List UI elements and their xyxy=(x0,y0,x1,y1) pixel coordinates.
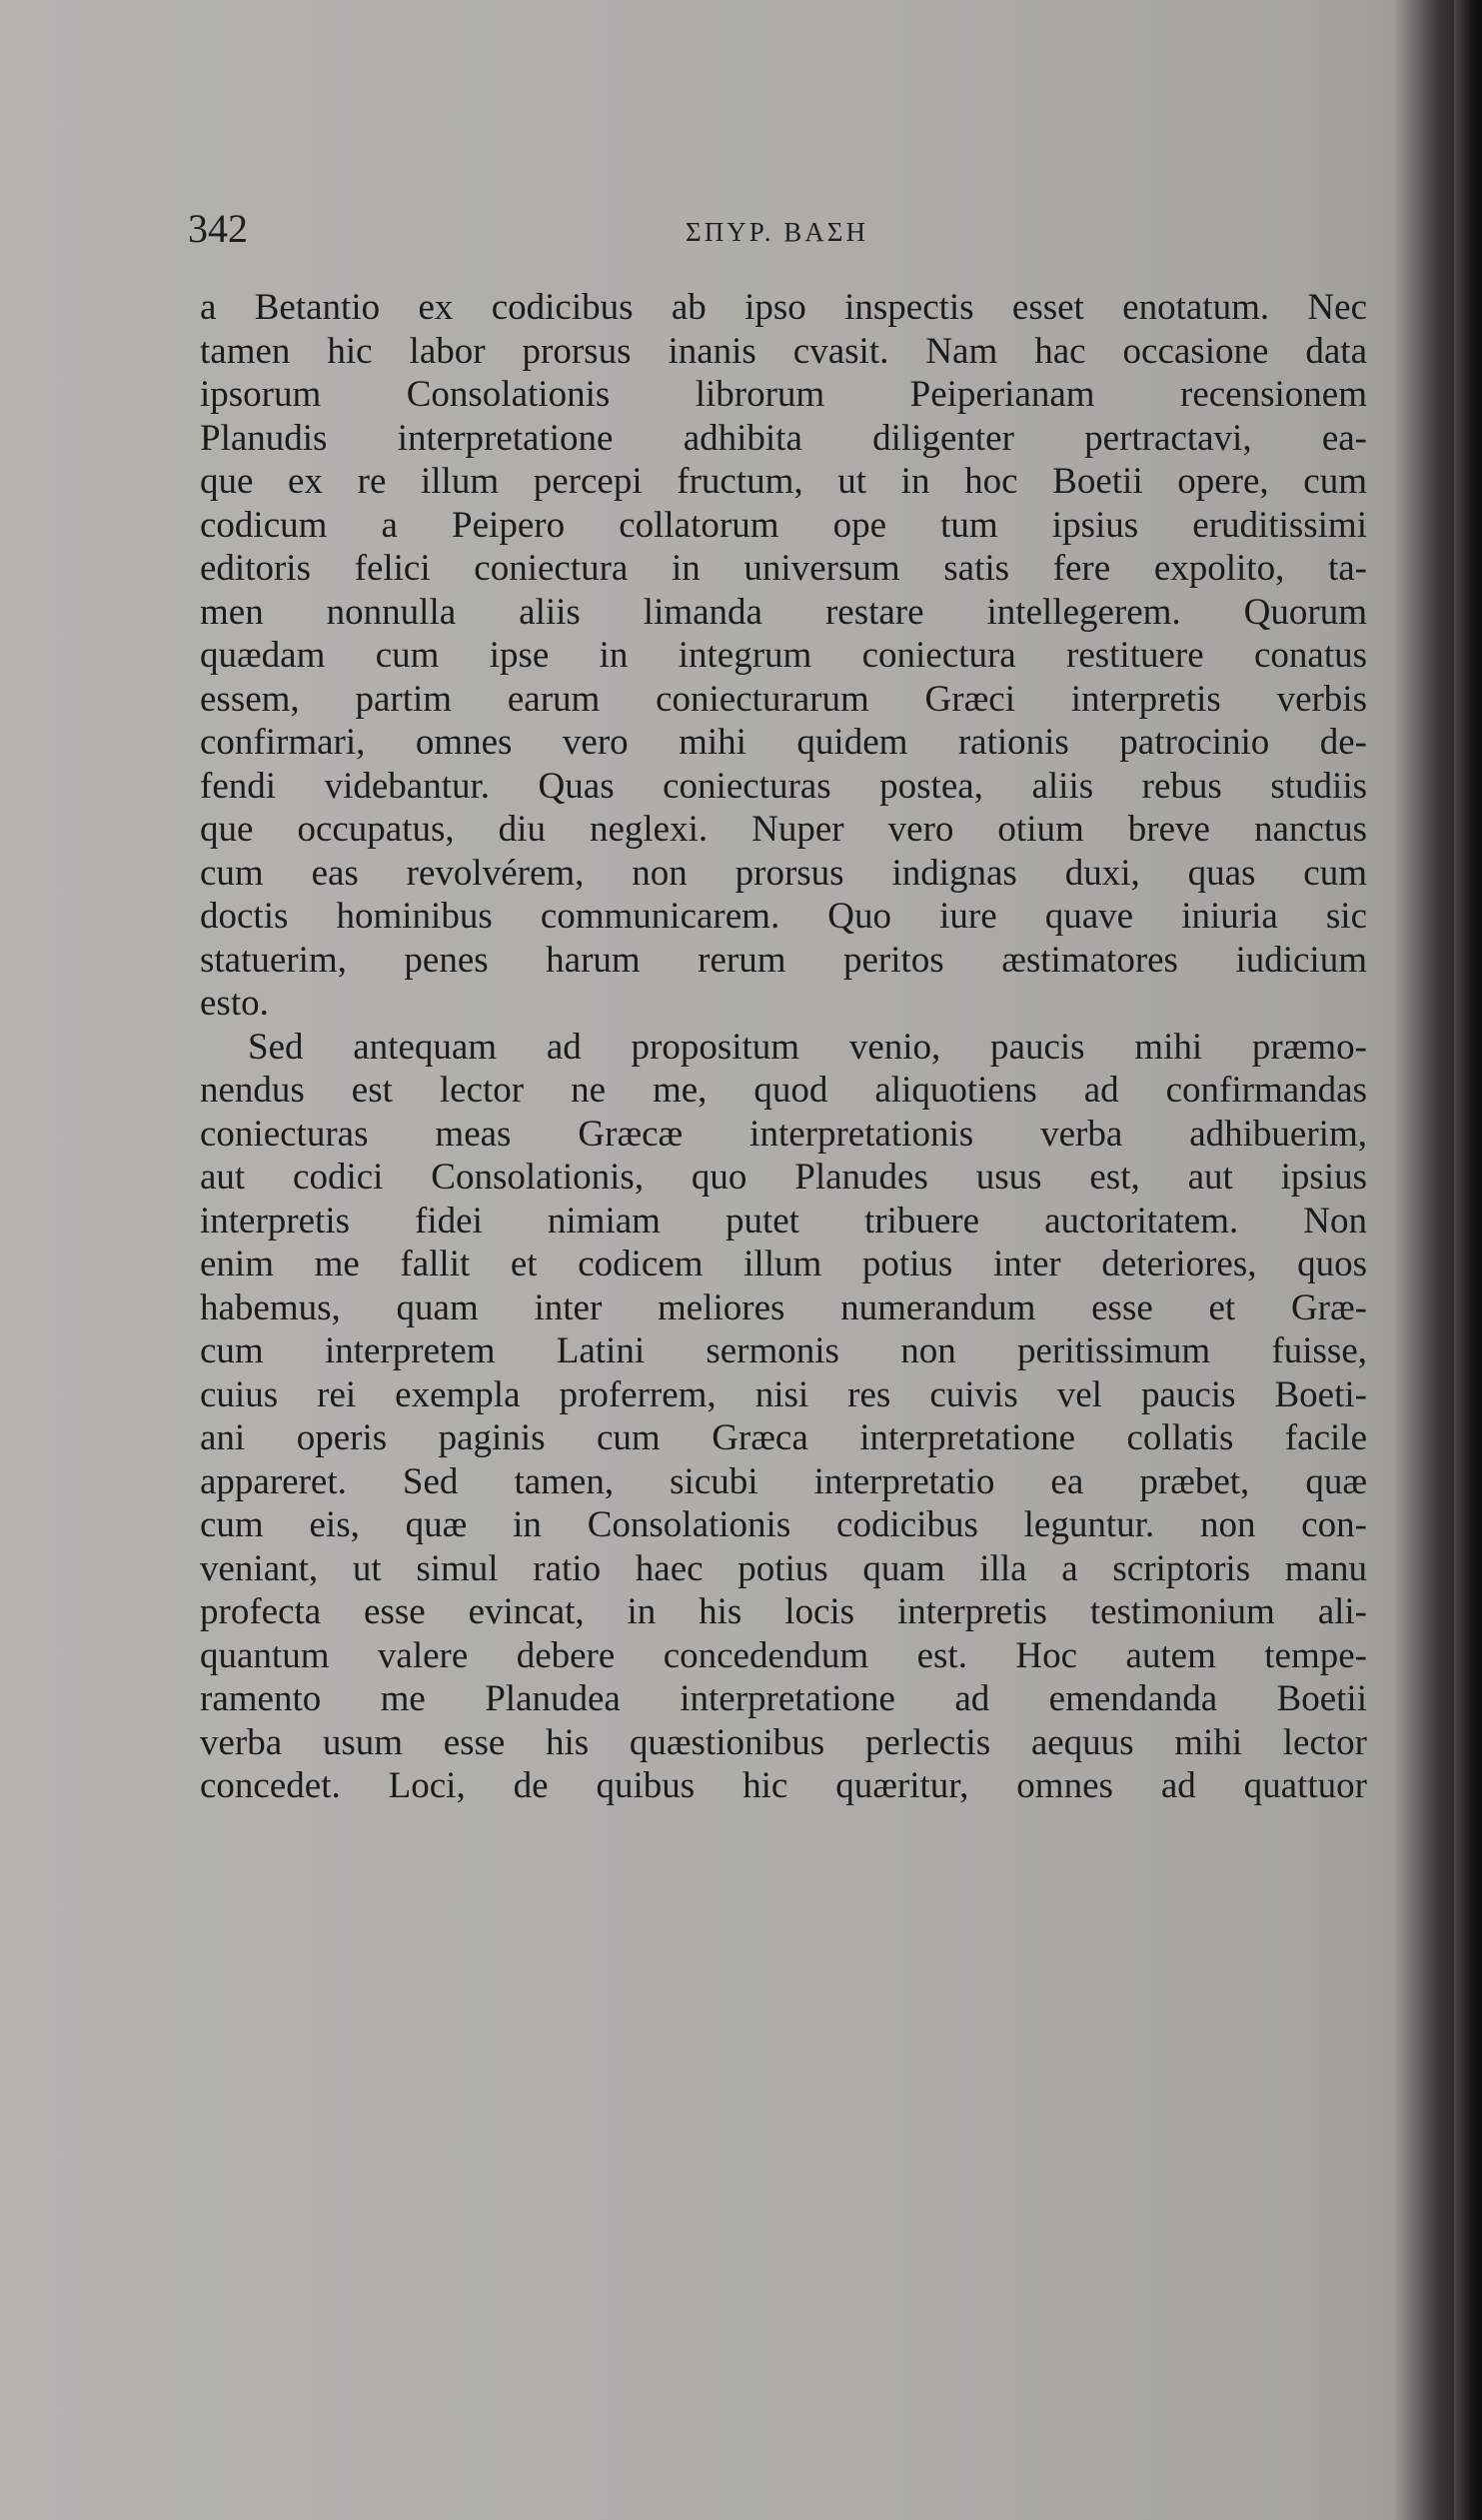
page-header xyxy=(188,205,1387,265)
text-line: habemus, quam inter meliores numerandum esse et Græ- xyxy=(200,1286,1367,1328)
text-line: editoris felici coniectura in universum satis fere expolito, ta- xyxy=(200,548,1367,589)
text-line: veniant, ut simul ratio haec potius quam illa a scriptoris manu xyxy=(200,1547,1367,1589)
text-line: nendus est lector ne me, quod aliquotiens ad confirmandas xyxy=(200,1070,1367,1111)
text-line: fendi videbantur. Quas coniecturas postea, aliis rebus studiis xyxy=(200,765,1367,807)
book-page-edge xyxy=(1454,0,1482,2520)
text-line: interpretis fidei nimiam putet tribuere auctoritatem. Non xyxy=(200,1200,1367,1242)
text-line: ani operis paginis cum Græca interpretatione collatis facile xyxy=(200,1417,1367,1458)
running-head: ΣΠΥΡ. ΒΑΣΗ xyxy=(686,217,868,247)
text-line: concedet. Loci, de quibus hic quæritur, omnes ad quattuor xyxy=(200,1765,1367,1806)
text-line: ramento me Planudea interpretatione ad emendanda Boetii xyxy=(200,1678,1367,1719)
text-line: ipsorum Consolationis librorum Peiperianam recensionem xyxy=(200,374,1367,415)
text-line: quantum valere debere concedendum est. Hoc autem tempe- xyxy=(200,1634,1367,1676)
body-text xyxy=(200,286,1367,1808)
text-line: verba usum esse his quæstionibus perlectis aequus mihi lector xyxy=(200,1721,1367,1763)
text-line: cum interpretem Latini sermonis non peritissimum fuisse, xyxy=(200,1330,1367,1371)
text-line: doctis hominibus communicarem. Quo iure quave iniuria sic xyxy=(200,896,1367,937)
text-line: essem, partim earum coniecturarum Græci interpretis verbis xyxy=(200,678,1367,720)
text-line: cum eas revolvérem, non prorsus indignas duxi, quas cum xyxy=(200,852,1367,894)
text-line: men nonnulla aliis limanda restare intellegerem. Quorum xyxy=(200,591,1367,633)
text-line: coniecturas meas Græcæ interpretationis verba adhibuerim, xyxy=(200,1113,1367,1155)
text-line: quædam cum ipse in integrum coniectura restituere conatus xyxy=(200,635,1367,676)
text-line: a Betantio ex codicibus ab ipso inspectis esset enotatum. Nec xyxy=(200,287,1367,328)
text-line: confirmari, omnes vero mihi quidem rationis patrocinio de- xyxy=(200,722,1367,763)
text-line: que ex re illum percepi fructum, ut in hoc Boetii opere, cum xyxy=(200,461,1367,502)
text-line: cuius rei exempla proferrem, nisi res cuivis vel paucis Boeti- xyxy=(200,1373,1367,1415)
text-line: tamen hic labor prorsus inanis cvasit. Nam hac occasione data xyxy=(200,330,1367,372)
text-line: appareret. Sed tamen, sicubi interpretatio ea præbet, quæ xyxy=(200,1460,1367,1502)
text-line: esto. xyxy=(200,983,269,1024)
text-line: profecta esse evincat, in his locis interpretis testimonium ali- xyxy=(200,1591,1367,1632)
text-line: codicum a Peipero collatorum ope tum ipsius eruditissimi xyxy=(200,504,1367,546)
text-line: cum eis, quæ in Consolationis codicibus leguntur. non con- xyxy=(200,1504,1367,1545)
paragraph-first-line: Sed antequam ad propositum venio, paucis mihi præmo- xyxy=(248,1026,1367,1068)
text-line: que occupatus, diu neglexi. Nuper vero otium breve nanctus xyxy=(200,809,1367,850)
text-line: statuerim, penes harum rerum peritos æstimatores iudicium xyxy=(200,939,1367,981)
text-line: aut codici Consolationis, quo Planudes usus est, aut ipsius xyxy=(200,1157,1367,1198)
text-line: Planudis interpretatione adhibita diligenter pertractavi, ea- xyxy=(200,417,1367,459)
page-number: 342 xyxy=(188,206,248,251)
text-line: enim me fallit et codicem illum potius inter deteriores, quos xyxy=(200,1244,1367,1284)
